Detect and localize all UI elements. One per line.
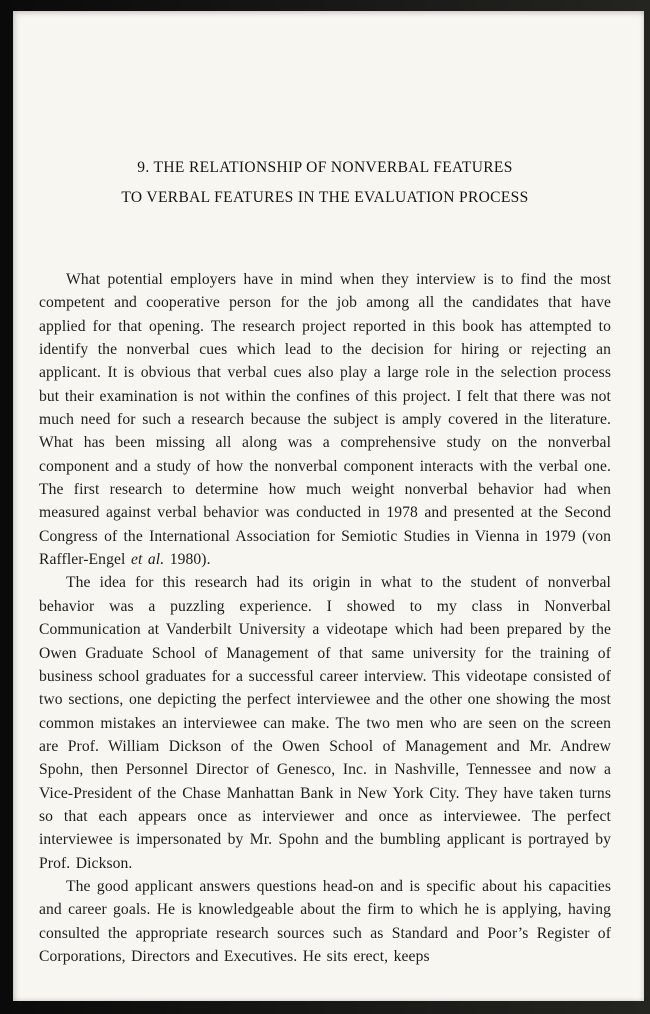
paragraph: The good applicant answers questions head-on and is specific about his capacities and career goals. He is knowledgeable about the firm to which he is applying, having consulted the appropriate research sources such as Standard and Poor’s Register of Corporations, Directors and Executives. He sits erect, keeps (39, 877, 611, 965)
chapter-heading-line-1: 9. THE RELATIONSHIP OF NONVERBAL FEATURES (137, 159, 513, 176)
paragraph: What potential employers have in mind when they interview is to find the most competent and cooperative person for the job among all the candidates that have applied for that opening. The research project reported in this book has attempted to identify the nonverbal cues which lead to the decision for hiring or rejecting an applicant. It is obvious that verbal cues also play a large role in the selection process but their examination is not within the confines of this project. I felt that there was not much need for such a research because the subject is amply covered in the literature. What has been missing all along was a comprehensive study on the nonverbal component and a study of how the nonverbal component interacts with the verbal one. The first research to determine how much weight nonverbal behavior had when measured against verbal behavior was conducted in 1978 and presented at the Second Congress of the International Association for Semiotic Studies in Vienna in 1979 (von Raffler-Engel et al. 1980). (39, 271, 611, 569)
book-page (13, 11, 644, 1001)
chapter-heading (39, 153, 611, 213)
body-text (39, 268, 611, 968)
chapter-heading-line-2: TO VERBAL FEATURES IN THE EVALUATION PROCESS (121, 189, 529, 206)
paragraph: The idea for this research had its origin in what to the student of nonverbal behavior was a puzzling experience. I showed to my class in Nonverbal Communication at Vanderbilt University a videotape which had been prepared by the Owen Graduate School of Management of that same university for the training of business school graduates for a successful career interview. This videotape consisted of two sections, one depicting the perfect interviewee and the other one showing the most common mistakes an interviewee can make. The two men who are seen on the screen are Prof. William Dickson of the Owen School of Management and Mr. Andrew Spohn, then Personnel Director of Genesco, Inc. in Nashville, Tennessee and now a Vice-President of the Chase Manhattan Bank in New York City. They have taken turns so that each appears once as interviewer and once as interviewee. The perfect interviewee is impersonated by Mr. Spohn and the bumbling applicant is portrayed by Prof. Dickson. (39, 574, 611, 872)
